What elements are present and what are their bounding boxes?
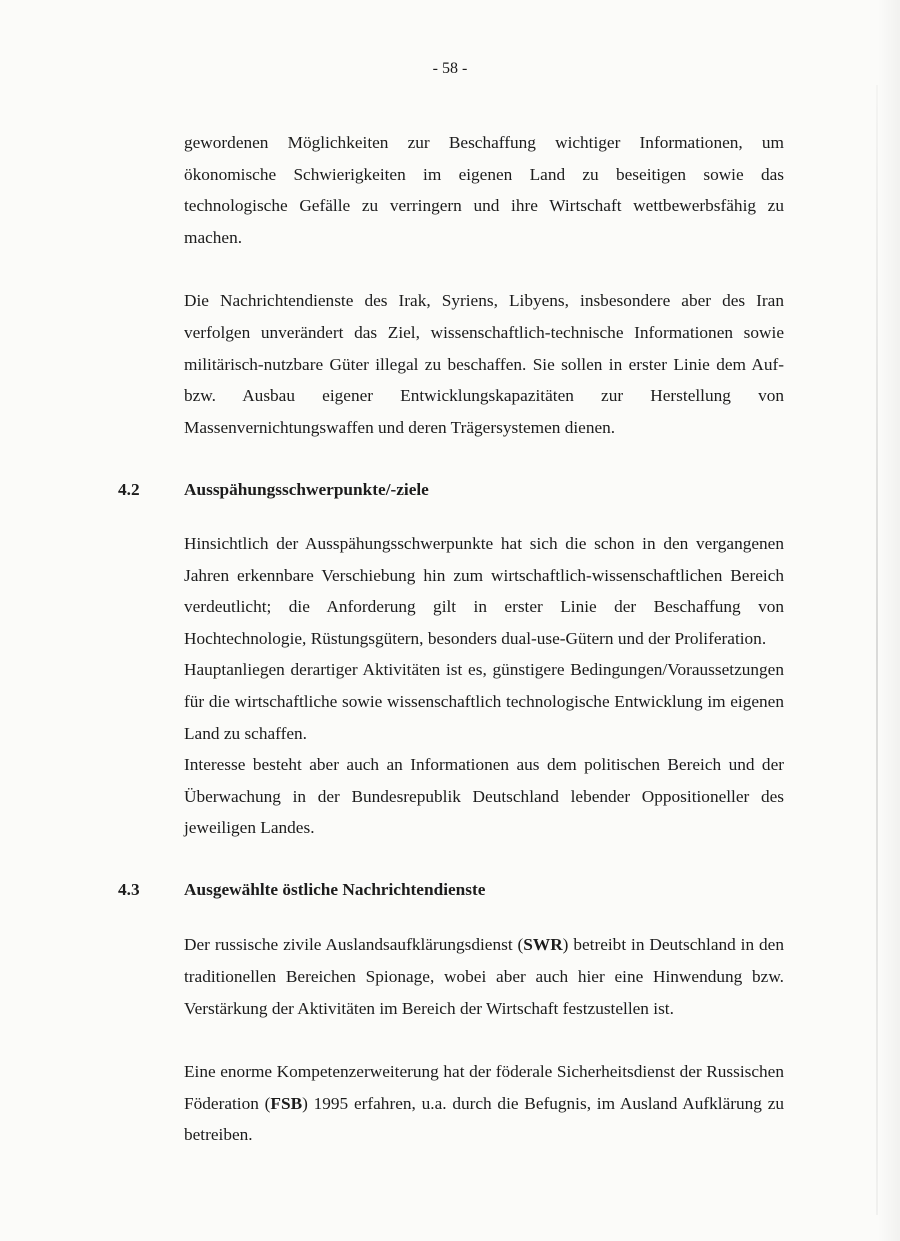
page-content bbox=[118, 127, 785, 1151]
section-title: Ausgewählte östliche Nachrichtendienste bbox=[184, 879, 486, 899]
swr-text-end: ) betreibt in Deutschland in den traditionellen Bereichen Spionage, wobei aber auch hier eine Hinwendung bzw. Verstärkung der Aktivitäten im Bereich der Wirtschaft festzustellen ist. bbox=[184, 935, 784, 1018]
paragraph-fsb bbox=[184, 1056, 784, 1151]
section-heading-4-2 bbox=[118, 474, 784, 506]
section-title: Ausspähungsschwerpunkte/-ziele bbox=[184, 480, 429, 500]
paragraph-continuation: gewordenen Möglichkeiten zur Beschaffung wichtiger Informationen, um ökonomische Schwierigkeiten im eigenen Land zu beseitigen sowie das technologische Gefälle zu verringern und ihre Wirtschaft wettbewerbsfähig zu machen. bbox=[184, 133, 784, 247]
paragraph-swr bbox=[184, 929, 784, 1024]
paragraph-middle-east-services: Die Nachrichtendienste des Irak, Syriens, Libyens, insbesondere aber des Iran verfolgen unverändert das Ziel, wissenschaftlich-technische Informationen sowie militärisch-nutzbare Güter illegal zu beschaffen. Sie sollen in erster Linie dem Auf- bzw. Ausbau eigener Entwicklungskapazitäten zur Herstellung von Massenvernichtungswaffen und deren Trägersystemen dienen. bbox=[184, 291, 784, 437]
page-number: - 58 - bbox=[432, 60, 468, 77]
section-heading-4-3 bbox=[118, 874, 784, 906]
paragraph-espionage-targets: Hinsichtlich der Ausspähungsschwerpunkte hat sich die schon in den vergangenen Jahren erkennbare Verschiebung hin zum wirtschaftlich-wissenschaftlichen Bereich verdeutlicht; die Anforderung gilt in erster Linie der Beschaffung von Hochtechnologie, Rüstungsgütern, besonders dual-use-Gütern und der Proliferation. bbox=[184, 533, 784, 648]
fsb-abbreviation: FSB bbox=[270, 1093, 303, 1113]
section-number: 4.3 bbox=[118, 879, 140, 899]
scan-edge-shadow bbox=[878, 0, 900, 1241]
section-number: 4.2 bbox=[118, 480, 140, 500]
paragraph-main-concern: Hauptanliegen derartiger Aktivitäten ist es, günstigere Bedingungen/Voraussetzungen für die wirtschaftliche sowie wissenschaftlich technologische Entwicklung im eigenen Land zu schaffen. bbox=[184, 660, 784, 743]
fsb-text-end: ) 1995 erfahren, u.a. durch die Befugnis, im Ausland Aufklärung zu betreiben. bbox=[184, 1093, 785, 1145]
paragraph-political-interest: Interesse besteht aber auch an Informationen aus dem politischen Bereich und der Überwachung in der Bundesrepublik Deutschland lebender Oppositioneller des jeweiligen Landes. bbox=[184, 755, 784, 838]
swr-text-start: Der russische zivile Auslandsaufklärungsdienst ( bbox=[184, 935, 524, 955]
swr-abbreviation: SWR bbox=[523, 935, 563, 955]
scan-vertical-line bbox=[876, 85, 878, 1215]
fsb-text-start: Eine enorme Kompetenzerweiterung hat der föderale Sicherheitsdienst der Russischen Föderation ( bbox=[184, 1062, 784, 1113]
